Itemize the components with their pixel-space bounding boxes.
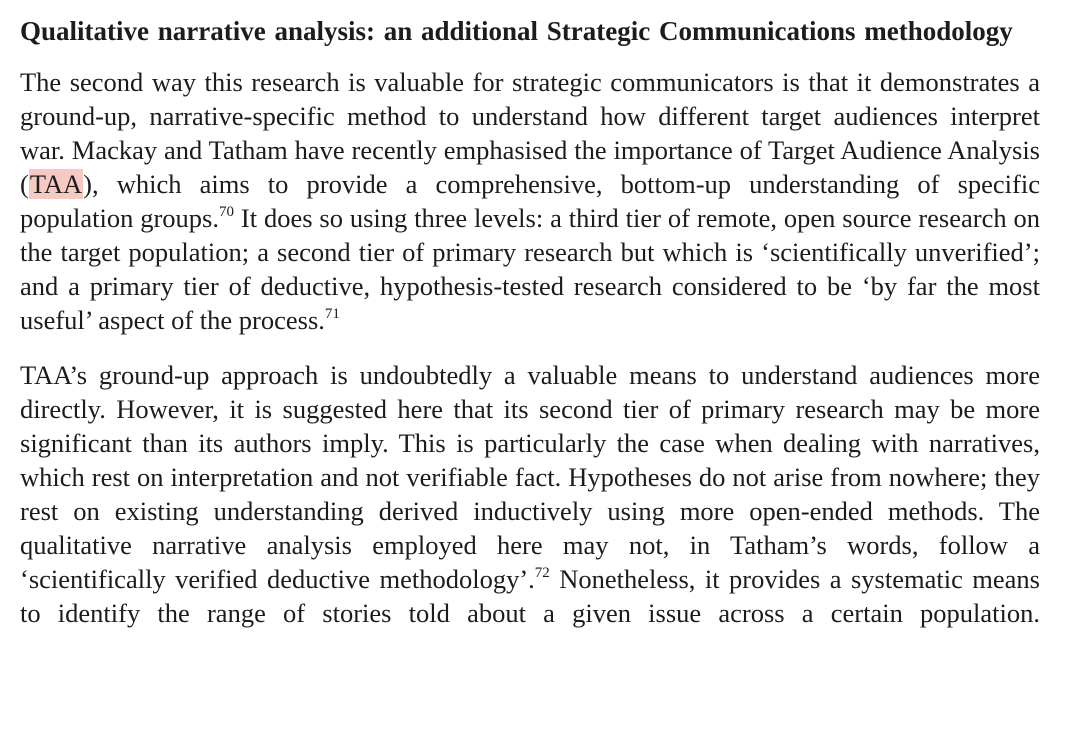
paragraph-2-text-a: TAA’s ground-up approach is undoubtedly a valuable means to understand audiences more directly. However, it is suggested here that its second tier of primary research may be more significant than its authors imply. This is particularly the case when dealing with narratives, which rest on interpretation and not verifiable fact. Hypotheses do not arise from nowhere; they rest on existing understanding derived inductively using more open-ended methods. The qualitative narrative analysis employed here may not, in Tatham’s words, follow a ‘scientifically verified deductive methodology’. bbox=[20, 360, 1040, 594]
highlighted-term[interactable]: TAA bbox=[29, 169, 83, 199]
footnote-ref-70[interactable]: 70 bbox=[219, 204, 234, 220]
footnote-ref-71[interactable]: 71 bbox=[324, 306, 340, 322]
paragraph-1-text-c: It does so using three levels: a third tier of remote, open source research on the target population; a second tier of primary research but which is ‘scientifically unverified’; and a primary tier of deductive, hypothesis-tested research considered to be ‘by far the most useful’ aspect of the process. bbox=[20, 203, 1040, 335]
paragraph-1-text-a: The second way this research is valuable for strategic communicators is that it demonstrates a ground-up, narrative-specific method to understand how different target audiences interpret war. Mackay and Tatham have recently emphasised the importance of Target Audience Analysis ( bbox=[20, 67, 1040, 199]
footnote-ref-72[interactable]: 72 bbox=[534, 565, 550, 581]
paragraph-1 bbox=[20, 65, 1040, 337]
section-heading: Qualitative narrative analysis: an additional Strategic Communications methodology bbox=[20, 16, 1013, 46]
paragraph-1-text-b: ), which aims to provide a comprehensive, bottom-up understanding of specific population groups. bbox=[20, 169, 1040, 233]
paragraph-2 bbox=[20, 358, 1040, 630]
paragraph-2-text-b: Nonetheless, it provides a systematic means to identify the range of stories told about a given issue across a certain population. bbox=[20, 564, 1040, 628]
